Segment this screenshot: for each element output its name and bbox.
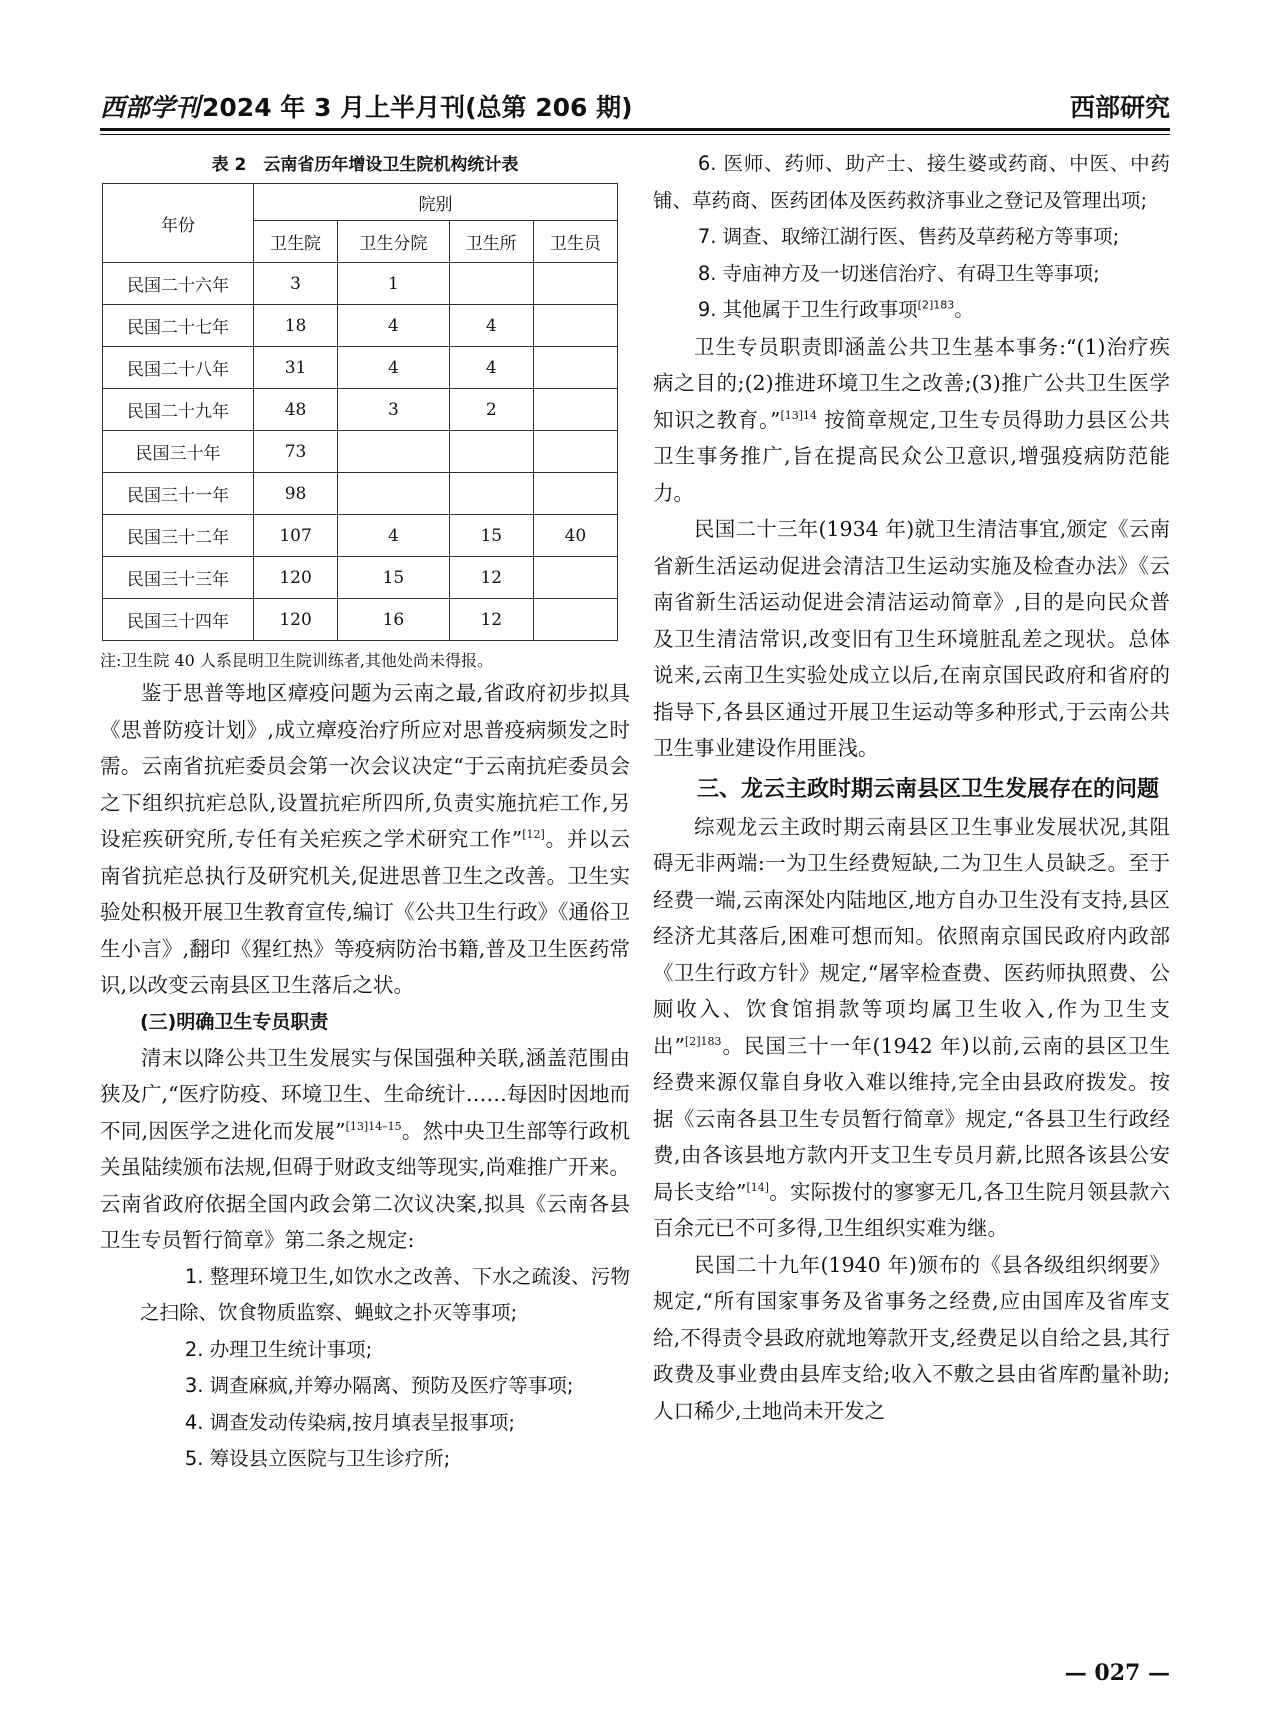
table-cell: [449, 431, 533, 473]
issue-info: 2024 年 3 月上半月刊(总第 206 期): [202, 93, 633, 122]
table-cell: 12: [449, 599, 533, 641]
row-year-cell: 民国二十九年: [103, 389, 254, 431]
paragraph: 综观龙云主政时期云南县区卫生事业发展状况,其阻碍无非两端:一为卫生经费短缺,二为卫生人员缺乏。至于经费一端,云南深处内陆地区,地方自办卫生没有支持,县区经济尤其落后,困难可想而知。依照南京国民政府内政部《卫生行政方针》规定,“屠宰检查费、医药师执照费、公厕收入、饮食馆捐款等项均属卫生收入,作为卫生支出”$^{[2]183}$。民国三十一年(1942 年)以前,云南的县区卫生经费来源仅靠自身收入难以维持,完全由县政府拨发。按据《云南各县卫生专员暂行简章》规定,“各县卫生行政经费,由各该县地方款内开支卫生专员月薪,比照各该县公安局长支给”[14]。实际拨付的寥寥无几,各卫生院月领县款六百余元已不可多得,卫生组织实难为继。: [653, 814, 1170, 1240]
list-item: 1. 整理环境卫生,如饮水之改善、下水之疏浚、污物之扫除、饮食物质监察、蝇蚊之扑灭等事项;: [140, 1264, 630, 1324]
list-item: 2. 办理卫生统计事项;: [184, 1337, 373, 1361]
table-row: [103, 263, 618, 305]
citation: [12]: [522, 828, 545, 842]
table-cell: 18: [254, 305, 338, 347]
table-note: 注:卫生院 40 人系昆明卫生院训练者,其他处尚未得报。: [100, 651, 494, 670]
table-cell: 31: [254, 347, 338, 389]
row-year-cell: 民国三十年: [103, 431, 254, 473]
table-cell: 4: [449, 305, 533, 347]
table-row: [103, 557, 618, 599]
table-cell: 98: [254, 473, 338, 515]
table-cell: 73: [254, 431, 338, 473]
paragraph: 清末以降公共卫生发展实与保国强种关联,涵盖范围由狭及广,“医疗防疫、环境卫生、生命统计……每因时因地而不同,因医学之进化而发展”$^{[13]14-15}$。然中央卫生部等行政机关虽陆续颁布法规,但碍于财政支绌等现实,尚难推广开来。云南省政府依据全国内政会第二次议决案,拟具《云南各县卫生专员暂行简章》第二条之规定:: [100, 1045, 631, 1252]
table-cell: 2: [449, 389, 533, 431]
table-cell: 16: [338, 599, 450, 641]
table-cell: [533, 263, 617, 305]
table-cell: [533, 305, 617, 347]
table-cell: 15: [449, 515, 533, 557]
table-cell: 107: [254, 515, 338, 557]
citation: [2]183: [684, 1034, 722, 1048]
table-cell: [533, 599, 617, 641]
table-cell: 3: [338, 389, 450, 431]
paragraph: 民国二十九年(1940 年)颁布的《县各级组织纲要》规定,“所有国家事务及省事务之经费,应由国库及省库支给,不得责令县政府就地筹款开支,经费足以自给之县,其行政费及事业费由县库支给;收入不敷之县由省库酌量补助;人口稀少,土地尚未开发之: [653, 1252, 1170, 1423]
section-name: 西部研究: [1069, 93, 1170, 122]
row-year-cell: 民国三十四年: [103, 599, 254, 641]
citation: [2]183: [917, 298, 955, 312]
list-item: 8. 寺庙神方及一切迷信治疗、有碍卫生等事项;: [697, 261, 1100, 285]
table-cell: 4: [338, 305, 450, 347]
row-year-cell: 民国二十六年: [103, 263, 254, 305]
row-year-cell: 民国三十二年: [103, 515, 254, 557]
header-rule-thick: [100, 128, 1170, 131]
table-row: [103, 515, 618, 557]
table-row: [103, 599, 618, 641]
table-cell: [449, 263, 533, 305]
section-heading: (三)明确卫生专员职责: [140, 1010, 329, 1033]
col-header: 卫生所: [449, 221, 533, 263]
table-cell: [533, 557, 617, 599]
list-item: 9. 其他属于卫生行政事项$^{[2]183}$。: [697, 298, 974, 321]
citation: [13]14–15: [345, 1119, 402, 1133]
row-year-cell: 民国二十八年: [103, 347, 254, 389]
left-column: [100, 146, 630, 1478]
duty-list: [100, 1259, 630, 1478]
table-cell: 12: [449, 557, 533, 599]
col-header: 卫生院: [254, 221, 338, 263]
journal-logo: 西部学刊: [100, 93, 201, 122]
table-cell: 120: [254, 599, 338, 641]
stats-table: [102, 183, 618, 641]
table-cell: [533, 347, 617, 389]
list-item: 6. 医师、药师、助产士、接生婆或药商、中医、中药铺、草药商、医药团体及医药救济事业之登记及管理出项;: [653, 152, 1170, 212]
paragraph: 卫生专员职责即涵盖公共卫生基本事务:“(1)治疗疾病之目的;(2)推进环境卫生之改善;(3)推广公共卫生医学知识之教育。”$^{[13]14}$ 按简章规定,卫生专员得助力县区公共卫生事务推广,旨在提高民众公卫意识,增强疫病防范能力。: [653, 334, 1170, 505]
header-left: [100, 88, 633, 124]
table-row: [103, 305, 618, 347]
section-heading: 三、龙云主政时期云南县区卫生发展存在的问题: [697, 776, 1160, 802]
list-item: 5. 筹设县立医院与卫生诊疗所;: [184, 1447, 451, 1470]
table-row: [103, 347, 618, 389]
page-number: — 027 —: [1064, 1660, 1170, 1686]
table-cell: 4: [449, 347, 533, 389]
paragraph: 民国二十三年(1934 年)就卫生清洁事宜,颁定《云南省新生活运动促进会清洁卫生运动实施及检查办法》《云南省新生活运动促进会清洁运动简章》,目的是向民众普及卫生清洁常识,改变旧有卫生环境脏乱差之现状。总体说来,云南卫生实验处成立以后,在南京国民政府和省府的指导下,各县区通过开展卫生运动等多种形式,于云南公共卫生事业建设作用匪浅。: [653, 517, 1170, 760]
table-cell: 3: [254, 263, 338, 305]
duty-list-cont: [653, 146, 1170, 329]
table-cell: [338, 431, 450, 473]
header-rule-thin: [100, 134, 1170, 135]
table-cell: 40: [533, 515, 617, 557]
table-cell: [449, 473, 533, 515]
table-cell: 4: [338, 347, 450, 389]
table-cell: 48: [254, 389, 338, 431]
row-year-cell: 民国三十三年: [103, 557, 254, 599]
citation: [13]14: [780, 408, 818, 422]
col-header-group: 院别: [254, 184, 618, 221]
right-column: [653, 146, 1170, 1429]
table-row: [103, 431, 618, 473]
row-year-cell: 民国二十七年: [103, 305, 254, 347]
table-cell: 15: [338, 557, 450, 599]
col-header: 卫生分院: [338, 221, 450, 263]
col-header: 卫生员: [533, 221, 617, 263]
table-row: [103, 473, 618, 515]
table-cell: 4: [338, 515, 450, 557]
list-item: 4. 调查发动传染病,按月填表呈报事项;: [184, 1410, 515, 1434]
citation: [14]: [746, 1180, 770, 1194]
paragraph: 鉴于思普等地区瘴疫问题为云南之最,省政府初步拟具《思普防疫计划》,成立瘴疫治疗所应对思普疫病频发之时需。云南省抗疟委员会第一次会议决定“于云南抗疟委员会之下组织抗疟总队,设置抗疟所四所,负责实施抗疟工作,另设疟疾研究所,专任有关疟疾之学术研究工作”[12]。并以云南省抗疟总执行及研究机关,促进思普卫生之改善。卫生实验处积极开展卫生教育宣传,编订《公共卫生行政》《通俗卫生小言》,翻印《猩红热》等疫病防治书籍,普及卫生医药常识,以改变云南县区卫生落后之状。: [100, 681, 631, 997]
table-cell: [533, 473, 617, 515]
table-cell: [533, 389, 617, 431]
table-cell: 120: [254, 557, 338, 599]
list-item: 7. 调查、取缔江湖行医、售药及草药秘方等事项;: [697, 225, 1120, 248]
running-header: [100, 84, 1170, 124]
table-row: [103, 389, 618, 431]
table-body: [103, 263, 618, 641]
table-cell: [533, 431, 617, 473]
list-item: 3. 调查麻疯,并筹办隔离、预防及医疗等事项;: [184, 1374, 574, 1397]
table-title: 表 2 云南省历年增设卫生院机构统计表: [211, 155, 519, 175]
col-header-year: 年份: [103, 184, 254, 263]
row-year-cell: 民国三十一年: [103, 473, 254, 515]
table-cell: [338, 473, 450, 515]
table-cell: 1: [338, 263, 450, 305]
